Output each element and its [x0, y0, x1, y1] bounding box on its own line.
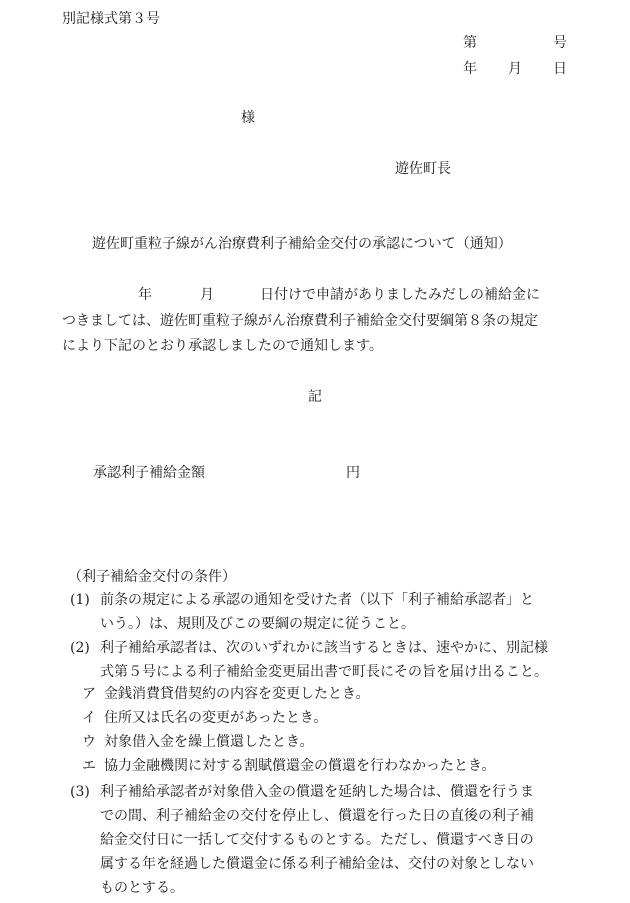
- doc-date-year: 年: [463, 61, 477, 77]
- condition-item-3-line: ものとする。: [100, 880, 184, 896]
- doc-number-suffix: 号: [553, 35, 567, 51]
- doc-number-prefix: 第: [463, 35, 477, 51]
- doc-date-month: 月: [508, 61, 522, 77]
- condition-subitem: [82, 754, 495, 778]
- body-line-1-tail: 日付けで申請がありましたみだしの補給金に: [260, 287, 540, 303]
- condition-item-3-line: での間、利子補給金の交付を停止し、償還を行った日の直後の利子補: [100, 808, 534, 824]
- subitem-mark: ウ: [82, 734, 96, 750]
- body-date-year: 年: [138, 287, 152, 303]
- condition-item-2-mark: (2): [70, 640, 90, 656]
- body-line-2: つきましては、遊佐町重粒子線がん治療費利子補給金交付要綱第８条の規定: [62, 312, 538, 329]
- condition-item-1-mark: (1): [70, 592, 90, 608]
- addressee-honorific: 様: [241, 110, 255, 126]
- condition-item-2-line: 式第５号による利子補給金変更届出書で町長にその旨を届け出ること。: [100, 664, 548, 680]
- body-line-1: [62, 283, 567, 309]
- amount-unit: 円: [346, 465, 360, 481]
- ki-marker: 記: [308, 389, 322, 405]
- condition-item-3-line: 属する年を経過した償還金に係る利子補給金は、交付の対象としない: [100, 856, 534, 872]
- condition-subitem: [82, 682, 369, 706]
- subitem-mark: ア: [82, 686, 96, 702]
- subitem-text: 住所又は氏名の変更があったとき。: [104, 710, 328, 726]
- document-title: 遊佐町重粒子線がん治療費利子補給金交付の承認について（通知）: [92, 236, 512, 252]
- condition-item-1-line: 前条の規定による承認の通知を受けた者（以下「利子補給承認者」と: [100, 592, 534, 608]
- form-label: 別記様式第３号: [62, 11, 160, 27]
- amount-label: 承認利子補給金額: [93, 465, 205, 481]
- body-line-3: により下記のとおり承認しましたので通知します。: [62, 338, 383, 354]
- condition-item-1-line: いう。）は、規則及びこの要綱の規定に従うこと。: [100, 616, 415, 632]
- issuer-name: 遊佐町長: [395, 161, 451, 177]
- subitem-text: 金銭消費貸借契約の内容を変更したとき。: [104, 686, 370, 702]
- condition-item-3-mark: (3): [70, 784, 90, 800]
- condition-subitem: [82, 730, 313, 754]
- body-paragraph: [62, 283, 567, 360]
- subitem-text: 対象借入金を繰上償還したとき。: [104, 734, 314, 750]
- subitem-text: 協力金融機関に対する割賦償還金の償還を行わなかったとき。: [104, 758, 496, 774]
- subitem-mark: エ: [82, 758, 96, 774]
- doc-date-day: 日: [553, 61, 567, 77]
- subitem-mark: イ: [82, 710, 96, 726]
- condition-subitem: [82, 706, 327, 730]
- condition-item-2-line: 利子補給承認者は、次のいずれかに該当するときは、速やかに、別記様: [100, 640, 548, 656]
- document-number: [463, 36, 567, 50]
- conditions-heading: （利子補給金交付の条件）: [68, 569, 236, 585]
- condition-item-3-line: 給金交付日に一括して交付するものとする。ただし、償還すべき日の: [100, 832, 534, 848]
- condition-item-3-line: 利子補給承認者が対象借入金の償還を延納した場合は、償還を行うま: [100, 784, 534, 800]
- body-date-month: 月: [200, 287, 214, 303]
- document-date: [463, 62, 567, 76]
